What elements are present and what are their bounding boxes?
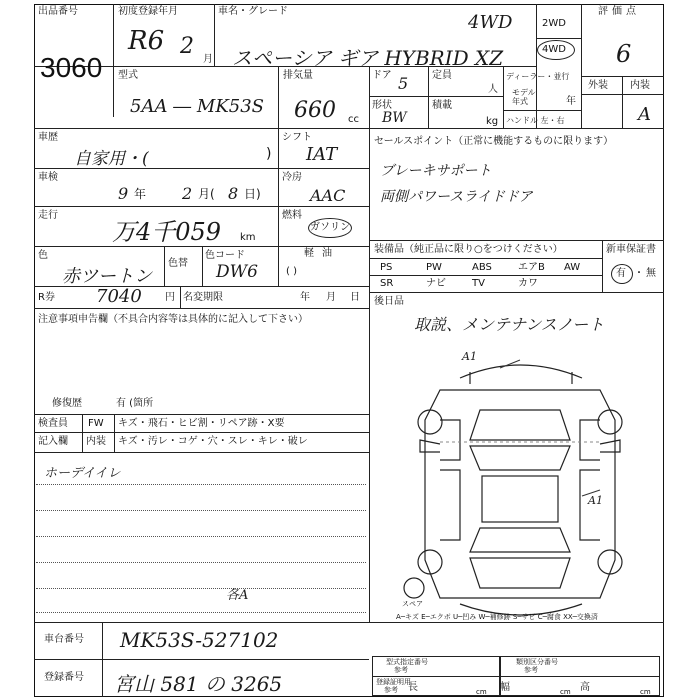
color-value: 赤ツートン	[62, 266, 152, 287]
aircon-value: AAC	[310, 186, 346, 205]
inspector-label-1: 検査員	[38, 418, 68, 429]
color-code-label: 色コード	[205, 250, 245, 261]
shape-value: BW	[382, 110, 407, 126]
sales-points-label: セールスポイント（正常に機能するものに限ります）	[374, 136, 614, 147]
mark-a1-top: A1	[462, 350, 477, 363]
mark-a1-side: A1	[588, 494, 603, 507]
width-unit: cm	[560, 688, 571, 696]
equipment-item: カワ	[518, 278, 538, 289]
interior-grade: A	[638, 104, 651, 125]
history-value: 自家用・(	[74, 149, 149, 169]
recycle-value: 7040	[96, 286, 142, 307]
equipment-item: TV	[472, 278, 485, 289]
chassis-label: 車台番号	[44, 634, 84, 645]
ownership-month: 月	[326, 292, 336, 303]
divider	[102, 622, 103, 697]
capacity-label: 定員	[432, 70, 452, 81]
notes-label: 注意事項申告欄（不具合内容等は具体的に記入して下さい）	[38, 314, 308, 325]
length-unit: cm	[476, 688, 487, 696]
reg-label: 登録番号	[44, 672, 84, 683]
reg-value: 宮山 581 の 3265	[114, 672, 283, 696]
score-label: 評価点	[598, 6, 640, 17]
warranty-yes: 有	[616, 268, 626, 279]
warranty-label: 新車保証書	[606, 244, 656, 255]
fuel-paren: ( )	[286, 266, 297, 277]
inspection-year-unit: 年	[134, 187, 147, 201]
divider	[34, 659, 369, 660]
color-label: 色	[38, 250, 48, 261]
recycle-label: R券	[38, 292, 55, 303]
inspection-month: 2	[182, 184, 193, 203]
year-unit: 年	[566, 96, 576, 107]
lot-label: 出品番号	[38, 6, 78, 17]
month-unit: 月	[203, 54, 213, 65]
shift-label: シフト	[282, 132, 312, 143]
first-reg-era: R6	[128, 26, 165, 56]
sales-line-2: 両側パワースライドドア	[380, 189, 533, 205]
type-value: 5AA ― MK53S	[130, 96, 265, 117]
inspection-year: 9	[118, 184, 129, 203]
score-value: 6	[616, 40, 632, 68]
warranty-no: 無	[646, 268, 656, 279]
reg-cert-label: 登録証明用	[376, 678, 411, 686]
interior-check-text: キズ・汚レ・コゲ・穴・スレ・キレ・破レ	[118, 436, 308, 447]
inspector-remark-2: 各A	[226, 588, 249, 603]
drive-note: 4WD	[468, 12, 513, 33]
ownership-year: 年	[300, 292, 310, 303]
repair-label: 修復歴	[52, 398, 82, 409]
rear-label: 後日品	[374, 296, 404, 307]
divider	[372, 676, 660, 677]
displacement-label: 排気量	[283, 70, 313, 81]
load-unit: kg	[486, 116, 499, 127]
aircon-label: 冷房	[282, 172, 302, 183]
equipment-item: PS	[380, 262, 393, 273]
first-reg-month: 2	[180, 34, 194, 59]
displacement-unit: cc	[348, 114, 359, 125]
capacity-unit: 人	[488, 84, 498, 95]
sales-line-1: ブレーキサポート	[380, 163, 492, 179]
repair-value: 有 (箇所	[116, 398, 154, 409]
drive-2wd: 2WD	[542, 18, 566, 29]
inspection-day: 8	[228, 184, 239, 203]
handle-label: ハンドル 左・右	[506, 116, 565, 125]
equipment-item: SR	[380, 278, 394, 289]
fw-text: キズ・飛石・ヒビ割・リペア跡・X要	[118, 418, 285, 429]
type-label: 型式	[118, 70, 138, 81]
model-name: スペーシア ギア HYBRID XZ	[232, 46, 504, 70]
mileage-unit: km	[240, 232, 256, 243]
model-year-label: モデル年式	[512, 88, 536, 106]
class-label: 類別区分番号	[516, 658, 558, 666]
color-code-value: DW6	[216, 262, 258, 282]
reg-cert-ref: 参考	[384, 686, 398, 694]
inspector-label-2: 記入欄	[38, 436, 68, 447]
drive-4wd: 4WD	[542, 44, 566, 55]
rear-value: 取説、メンテナンスノート	[414, 315, 605, 334]
equipment-item: ナビ	[426, 278, 446, 289]
width-label: 幅	[500, 682, 510, 693]
ownership-day: 日	[350, 292, 360, 303]
shift-value: IAT	[306, 144, 338, 165]
type-cert-ref: 参考	[394, 666, 408, 674]
class-ref: 参考	[524, 666, 538, 674]
spare-label: スペア	[402, 600, 423, 608]
fuel-diesel: 軽油	[304, 248, 340, 259]
fuel-label: 燃料	[282, 210, 302, 221]
equipment-item: AW	[564, 262, 581, 273]
dealer-label: ディーラー・並行	[506, 72, 570, 81]
equipment-item: ABS	[472, 262, 492, 273]
type-cert-label: 型式指定番号	[386, 658, 428, 666]
exterior-label: 外装	[588, 80, 608, 91]
inspection-close: 日)	[244, 187, 261, 201]
mileage-value: 万4千059	[112, 218, 222, 246]
inspection-month-unit: 月(	[198, 187, 215, 201]
equipment-item: PW	[426, 262, 442, 273]
height-unit: cm	[640, 688, 651, 696]
history-close: )	[266, 146, 272, 162]
height-label: 高	[580, 682, 590, 693]
equipment-item: エアB	[518, 262, 545, 273]
inspection-label: 車検	[38, 172, 58, 183]
lot-number: 3060	[40, 52, 103, 83]
fw-label: FW	[88, 418, 104, 429]
divider	[34, 622, 664, 623]
load-label: 積載	[432, 100, 452, 111]
ownership-label: 名変期限	[183, 292, 223, 303]
color-tone-label: 色替	[168, 258, 188, 269]
interior-check-label: 内装	[86, 436, 106, 447]
displacement-value: 660	[294, 98, 336, 123]
inspector-remark-1: ホーデイイレ	[44, 466, 121, 481]
model-label: 車名・グレード	[218, 6, 288, 17]
first-reg-label: 初度登録年月	[118, 6, 178, 17]
equipment-label: 装備品（純正品に限り○をつけください）	[374, 244, 563, 255]
warranty-sep: ・	[634, 268, 644, 279]
doors-label: ドア	[372, 70, 392, 81]
damage-legend: A─キズ E─エクボ U─凹み W─補修跡 S─サビ C─腐食 XX─交換済	[396, 613, 598, 621]
mileage-label: 走行	[38, 210, 58, 221]
recycle-unit: 円	[165, 292, 175, 303]
interior-label: 内装	[630, 80, 650, 91]
chassis-value: MK53S-527102	[120, 628, 279, 652]
length-label: 長	[408, 682, 418, 693]
doors-value: 5	[398, 74, 409, 93]
shape-label: 形状	[372, 100, 392, 111]
history-label: 車歴	[38, 132, 58, 143]
fuel-gasoline: ガソリン	[310, 222, 350, 233]
